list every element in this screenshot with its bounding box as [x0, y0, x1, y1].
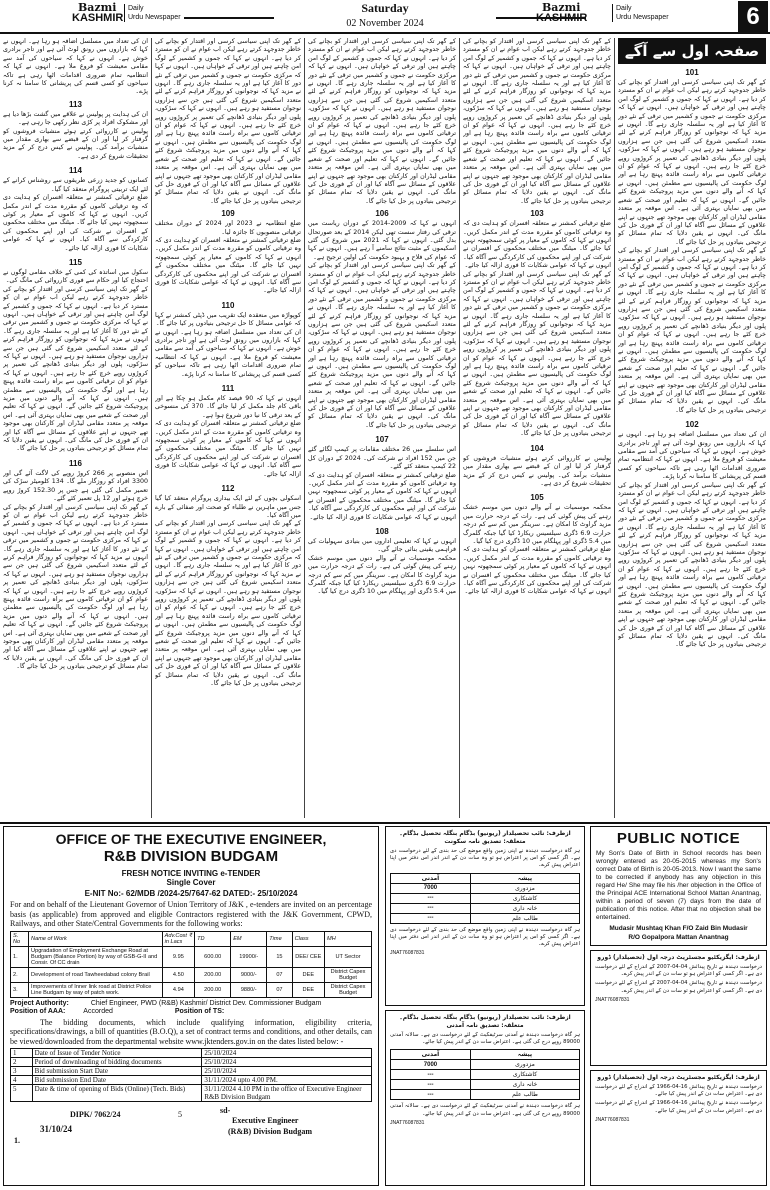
article-body-cont: ضلع ترقیاتی کمشنر نے متعلقہ افسران کو ہدایت دی کہ وہ ترقیاتی کاموں کو مقررہ مدت کے اندر مکمل کریں۔ انہوں نے کہا کہ کاموں کے معیار پر کوئی سمجھوتہ نہیں کیا جائے گا۔ میٹنگ میں مختلف محکموں کے افسران نے شرکت کی اور اپنے محکموں کی کارکردگی سے آگاہ کیا۔ انہوں نے کہا کہ عوامی شکایات کا فوری ازالہ کیا جائے۔ [155, 420, 301, 478]
notice-table-cell: خانہ داری [470, 903, 579, 913]
signature-sd: sd- [220, 1106, 231, 1115]
tender-division: R&B DIVISION BUDGAM [103, 848, 279, 865]
col-em: EM [231, 931, 267, 946]
work-time: 07 [267, 967, 292, 982]
article-body-cont: کے گھر تک اپنی سیاسی کرسی اور اقتدار کو بچانے کی خاطر جدوجہد کرتے رہے لیکن اب عوام نے ان کو مسترد کر دیا ہے۔ انہوں نے کہا کہ جموں و کشمیر کے لوگ امن چاہتے ہیں اور ترقی کے خواہاں ہیں۔ انہوں نے کہا کہ مرکزی حکومت نے جموں و کشمیر میں ترقی کے نئے دور کا آغاز کیا ہے اور یہ سلسلہ جاری رہے گا۔ انہوں نے مزید کہا کہ نوجوانوں کو روزگار فراہم کرنے کے لئے متعدد اسکیمیں شروع کی گئی ہیں جن سے ہزاروں نوجوان مستفید ہو رہے ہیں۔ انہوں نے کہا کہ سڑکوں، پلوں اور دیگر بنیادی ڈھانچے کی تعمیر پر کروڑوں روپے خرچ کئے جا رہے ہیں۔ انہوں نے کہا کہ عوام کو ان ترقیاتی کاموں سے براہ راست فائدہ پہنچ رہا ہے اور لوگ حکومت کی پالیسیوں سے مطمئن ہیں۔ انہوں نے کہا کہ آنے والے دنوں میں مزید پروجیکٹ شروع کئے جائیں گے۔ انہوں نے کہا کہ تعلیم اور صحت کے شعبے میں بھی نمایاں بہتری آئی ہے۔ اس موقعہ پر متعدد مقامی لیڈران اور کارکنان بھی موجود تھے جنہوں نے اپنے علاقوں کے مسائل سے آگاہ کیا اور ان کے فوری حل کی مانگ کی۔ انہوں نے یقین دلایا کہ تمام مسائل کو ترجیحی بنیادوں پر حل کیا جائے گا۔ [618, 247, 766, 414]
date-index: 1 [11, 1049, 33, 1058]
date-label: Bid submission End Date [32, 1076, 202, 1085]
notice-body-cont: درخواست دہندہ نے تاریخ پیدائش 04-04-2007 کے اندراج کے لئے درخواست دی ہے۔ اگر کسی کو اعتراض ہو تو سات دن کے اندر پیش کرے۔ [595, 980, 763, 994]
article-body-cont: پولیس نے کارروائی کرتے ہوئے منشیات فروشوں کو گرفتار کر لیا اور ان کے قبضے سے بھاری مقدار میں منشیات برآمد کی۔ پولیس نے کیس درج کر کے مزید تحقیقات شروع کر دی ہے۔ [3, 127, 148, 160]
dates-table-row [11, 1085, 372, 1102]
article-body: اس منصوبے پر 266 کروڑ روپے کی لاگت آئے گی اور 3300 افراد کو روزگار ملے گا۔ 134 کلومیٹر سڑک کی تعمیر مکمل کی گئی ہے جس پر 152.30 کروڑ روپے خرچ ہوئے اور 12 پل تعمیر کئے گئے۔ [3, 469, 148, 503]
ts-label: Position of TS: [174, 1007, 225, 1015]
column-divider [614, 38, 615, 818]
article-number: 106 [375, 209, 389, 219]
signature-division: (R&B) Division Budgam [228, 1127, 313, 1136]
work-mh: District Capex Budget [325, 982, 372, 997]
masthead-right-name2: KASHMIR [536, 12, 588, 24]
notice-body: درخواست دہندہ نے تاریخ پیدائش 04-04-2007 کے اندراج کے لئے درخواست دی ہے۔ اگر کسی کو اعتراض ہو تو سات دن کے اندر پیش کرے۔ [595, 964, 763, 978]
page-divider [0, 822, 770, 824]
urdu-right-notice-2 [590, 1070, 767, 1186]
work-td: 200.00 [195, 967, 231, 982]
date-index: 5 [11, 1085, 33, 1102]
tender-documents: The bidding documents, which include qualifying information, eligibility criteria, specifications/drawings, a bill of quantities (B.O.Q), a set of contract terms and conditions, and other details, can be viewed/downloaded from the departmental website www.jktenders.gov.in on the dates listed below: - [10, 1017, 372, 1046]
article-number: 110 [221, 300, 235, 310]
dates-table-row [11, 1058, 372, 1067]
masthead-day: Saturday [361, 1, 409, 15]
article-107 [308, 435, 456, 522]
notice-table-cell: --- [391, 893, 471, 903]
article-number: 101 [685, 68, 699, 77]
article-body: کے گھر تک اپنی سیاسی کرسی اور اقتدار کو بچانے کی خاطر جدوجہد کرتے رہے لیکن اب عوام نے ان کو مسترد کر دیا ہے۔ انہوں نے کہا کہ جموں و کشمیر کے لوگ امن چاہتے ہیں اور ترقی کے خواہاں ہیں۔ انہوں نے کہا کہ مرکزی حکومت نے جموں و کشمیر میں ترقی کے نئے دور کا آغاز کیا ہے اور یہ سلسلہ جاری رہے گا۔ انہوں نے مزید کہا کہ نوجوانوں کو روزگار فراہم کرنے کے لئے متعدد اسکیمیں شروع کی گئی ہیں جن سے ہزاروں نوجوان مستفید ہو رہے ہیں۔ انہوں نے کہا کہ سڑکوں، پلوں اور دیگر بنیادی ڈھانچے کی تعمیر پر کروڑوں روپے خرچ کئے جا رہے ہیں۔ انہوں نے کہا کہ عوام کو ان ترقیاتی کاموں سے براہ راست فائدہ پہنچ رہا ہے اور لوگ حکومت کی پالیسیوں سے مطمئن ہیں۔ انہوں نے کہا کہ آنے والے دنوں میں مزید پروجیکٹ شروع کئے جائیں گے۔ انہوں نے کہا کہ تعلیم اور صحت کے شعبے میں بھی نمایاں بہتری آئی ہے۔ اس موقعہ پر متعدد مقامی لیڈران اور کارکنان بھی موجود تھے جنہوں نے اپنے علاقوں کے مسائل سے آگاہ کیا اور ان کے فوری حل کی مانگ کی۔ انہوں نے یقین دلایا کہ تمام مسائل کو ترجیحی بنیادوں پر حل کیا جائے گا۔ [618, 79, 766, 246]
work-time: 15 [267, 946, 292, 967]
tender-dated: 31/10/24 [40, 1124, 73, 1134]
work-sno: 3. [11, 982, 29, 997]
tender-cover: Single Cover [166, 878, 216, 887]
masthead-right-sub2: Urdu Newspaper [616, 14, 669, 21]
tender-one: 1. [14, 1136, 20, 1145]
work-cost: 4.94 [162, 982, 194, 997]
public-notice [590, 826, 767, 946]
article-104 [463, 444, 611, 489]
article-body-cont: کے گھر تک اپنی سیاسی کرسی اور اقتدار کو بچانے کی خاطر جدوجہد کرتے رہے لیکن اب عوام نے ان کو مسترد کر دیا ہے۔ انہوں نے کہا کہ جموں و کشمیر کے لوگ امن چاہتے ہیں اور ترقی کے خواہاں ہیں۔ انہوں نے کہا کہ مرکزی حکومت نے جموں و کشمیر میں ترقی کے نئے دور کا آغاز کیا ہے اور یہ سلسلہ جاری رہے گا۔ انہوں نے مزید کہا کہ نوجوانوں کو روزگار فراہم کرنے کے لئے متعدد اسکیمیں شروع کی گئی ہیں جن سے ہزاروں نوجوان مستفید ہو رہے ہیں۔ انہوں نے کہا کہ سڑکوں، پلوں اور دیگر بنیادی ڈھانچے کی تعمیر پر کروڑوں روپے خرچ کئے جا رہے ہیں۔ انہوں نے کہا کہ عوام کو ان ترقیاتی کاموں سے براہ راست فائدہ پہنچ رہا ہے اور لوگ حکومت کی پالیسیوں سے مطمئن ہیں۔ انہوں نے کہا کہ آنے والے دنوں میں مزید پروجیکٹ شروع کئے جائیں گے۔ انہوں نے کہا کہ تعلیم اور صحت کے شعبے میں بھی نمایاں بہتری آئی ہے۔ اس موقعہ پر متعدد مقامی لیڈران اور کارکنان بھی موجود تھے جنہوں نے اپنے علاقوں کے مسائل سے آگاہ کیا اور ان کے فوری حل کی مانگ کی۔ انہوں نے یقین دلایا کہ تمام مسائل کو ترجیحی بنیادوں پر حل کیا جائے گا۔ [463, 270, 611, 438]
column-divider [459, 38, 460, 818]
work-name: Upgradation of Employment Exchange Road at Budgam (Balance Portion) by way of GSB-G-II and Consir. Of CC drain [29, 946, 163, 967]
article-number: 103 [530, 209, 544, 219]
notice-table-cell: 7000 [391, 1060, 471, 1070]
work-cost: 4.50 [162, 967, 194, 982]
article-body: پولیس نے کارروائی کرتے ہوئے منشیات فروشوں کو گرفتار کر لیا اور ان کے قبضے سے بھاری مقدار میں منشیات برآمد کی۔ پولیس نے کیس درج کر کے مزید تحقیقات شروع کر دی ہے۔ [463, 454, 611, 487]
work-td: 200.00 [195, 982, 231, 997]
article-body: ضلع انتظامیہ نے 2023 اور 2024 کے دوران مختلف ترقیاتی منصوبوں کا جائزہ لیا۔ [155, 220, 301, 236]
col-mh: MH [325, 931, 372, 946]
article-114 [3, 166, 148, 253]
notice-table-cell: --- [391, 1080, 471, 1090]
work-td: 600.00 [195, 946, 231, 967]
column-4 [155, 38, 301, 818]
notice-code: JNAT76087831 [390, 950, 425, 957]
col-class: Class [292, 931, 324, 946]
article-body-cont: ضلع ترقیاتی کمشنر نے متعلقہ افسران کو ہدایت دی کہ وہ ترقیاتی کاموں کو مقررہ مدت کے اندر مکمل کریں۔ انہوں نے کہا کہ کاموں کے معیار پر کوئی سمجھوتہ نہیں کیا جائے گا۔ میٹنگ میں مختلف محکموں کے افسران نے شرکت کی اور اپنے محکموں کی کارکردگی سے آگاہ کیا۔ انہوں نے کہا کہ عوامی شکایات کا فوری ازالہ کیا جائے۔ [155, 236, 301, 295]
tender-fresh: FRESH NOTICE INVITING e-TENDER [121, 869, 261, 878]
notice-body: ہر گاہ درخواست دہندہ نے اپنی زمین واقع موضع کی حد بندی کے لئے درخواست دی ہے۔ اگر کسی کو اس پر اعتراض ہو تو وہ سات دن کے اندر اندر اس دفتر میں اپنا اعتراض پیش کرے۔ [390, 848, 580, 869]
notice-table-cell: خانہ داری [470, 1080, 579, 1090]
masthead-left-sub2: Urdu Newspaper [128, 14, 181, 21]
tender-footer [10, 1106, 372, 1146]
article-102 [618, 420, 766, 650]
date-label: Bid submission Start Date [32, 1067, 202, 1076]
notice-table-cell: --- [391, 1090, 471, 1100]
article-body: اسکولی بچوں کے لئے ایک بیداری پروگرام منعقد کیا گیا جس میں ماہرین نے طلباء کو صحت اور صفائی کے بارے میں آگاہ کیا۔ [155, 495, 301, 519]
article-115 [3, 258, 148, 454]
column-2 [463, 38, 611, 818]
work-mh: UT Sector [325, 946, 372, 967]
notice-table-cell: مزدوری [470, 883, 579, 893]
article-body-cont: کے گھر تک اپنی سیاسی کرسی اور اقتدار کو بچانے کی خاطر جدوجہد کرتے رہے لیکن اب عوام نے ان کو مسترد کر دیا ہے۔ انہوں نے کہا کہ جموں و کشمیر کے لوگ امن چاہتے ہیں اور ترقی کے خواہاں ہیں۔ انہوں نے کہا کہ مرکزی حکومت نے جموں و کشمیر میں ترقی کے نئے دور کا آغاز کیا ہے اور یہ سلسلہ جاری رہے گا۔ انہوں نے مزید کہا کہ نوجوانوں کو روزگار فراہم کرنے کے لئے متعدد اسکیمیں شروع کی گئی ہیں جن سے ہزاروں نوجوان مستفید ہو رہے ہیں۔ انہوں نے کہا کہ سڑکوں، پلوں اور دیگر بنیادی ڈھانچے کی تعمیر پر کروڑوں روپے خرچ کئے جا رہے ہیں۔ انہوں نے کہا کہ عوام کو ان ترقیاتی کاموں سے براہ راست فائدہ پہنچ رہا ہے اور لوگ حکومت کی پالیسیوں سے مطمئن ہیں۔ انہوں نے کہا کہ آنے والے دنوں میں مزید پروجیکٹ شروع کئے جائیں گے۔ انہوں نے کہا کہ تعلیم اور صحت کے شعبے میں بھی نمایاں بہتری آئی ہے۔ اس موقعہ پر متعدد مقامی لیڈران اور کارکنان بھی موجود تھے جنہوں نے اپنے علاقوں کے مسائل سے آگاہ کیا اور ان کے فوری حل کی مانگ کی۔ انہوں نے یقین دلایا کہ تمام مسائل کو ترجیحی بنیادوں پر حل کیا جائے گا۔ [3, 285, 148, 453]
work-class: DEE [292, 967, 324, 982]
notice-code: JNAT76087831 [595, 996, 630, 1003]
urdu-right-notice-1 [590, 950, 767, 1066]
article-body-cont: ضلع ترقیاتی کمشنر نے متعلقہ افسران کو ہدایت دی کہ وہ ترقیاتی کاموں کو مقررہ مدت کے اندر مکمل کریں۔ انہوں نے کہا کہ کاموں کے معیار پر کوئی سمجھوتہ نہیں کیا جائے گا۔ میٹنگ میں مختلف محکموں کے افسران نے شرکت کی اور اپنے محکموں کی کارکردگی سے آگاہ کیا۔ انہوں نے کہا کہ عوامی شکایات کا فوری ازالہ کیا جائے۔ [308, 471, 456, 521]
article-number: 108 [375, 526, 389, 536]
notice-body-cont: ہر گاہ درخواست دہندہ نے آمدنی سرٹیفکیٹ کے لئے درخواست دی ہے۔ سالانہ آمدنی 89000 روپے درج کی گئی ہے۔ اعتراض سات دن کے اندر پیش کیا جائے۔ [390, 1103, 580, 1117]
notice-title: ازطرف: ایگزیکٹیو مجسٹریٹ درجہ اول (تحصیلدار) ڈورو [597, 1074, 760, 1081]
article-101 [618, 68, 766, 415]
notice-table-cell: طالب علم [470, 1090, 579, 1100]
dates-table-row [11, 1049, 372, 1058]
dates-table-row [11, 1076, 372, 1085]
article-number: 107 [375, 435, 389, 445]
article-number: 115 [69, 257, 82, 267]
work-name: Development of road Tawheedabad colony Brail [29, 967, 163, 982]
aaa-value: Accorded [83, 1007, 113, 1015]
masthead-left-name1: Bazmi [78, 1, 117, 14]
urdu-notice-1 [385, 826, 585, 1006]
article-number: 105 [530, 493, 544, 503]
works-table-row [11, 982, 372, 997]
date-index: 4 [11, 1076, 33, 1085]
article-111 [155, 384, 301, 479]
notice-table-cell: --- [391, 913, 471, 923]
article-body-cont: کے گھر تک اپنی سیاسی کرسی اور اقتدار کو بچانے کی خاطر جدوجہد کرتے رہے لیکن اب عوام نے ان کو مسترد کر دیا ہے۔ انہوں نے کہا کہ جموں و کشمیر کے لوگ امن چاہتے ہیں اور ترقی کے خواہاں ہیں۔ انہوں نے کہا کہ مرکزی حکومت نے جموں و کشمیر میں ترقی کے نئے دور کا آغاز کیا ہے اور یہ سلسلہ جاری رہے گا۔ انہوں نے مزید کہا کہ نوجوانوں کو روزگار فراہم کرنے کے لئے متعدد اسکیمیں شروع کی گئی ہیں جن سے ہزاروں نوجوان مستفید ہو رہے ہیں۔ انہوں نے کہا کہ سڑکوں، پلوں اور دیگر بنیادی ڈھانچے کی تعمیر پر کروڑوں روپے خرچ کئے جا رہے ہیں۔ انہوں نے کہا کہ عوام کو ان ترقیاتی کاموں سے براہ راست فائدہ پہنچ رہا ہے اور لوگ حکومت کی پالیسیوں سے مطمئن ہیں۔ انہوں نے کہا کہ آنے والے دنوں میں مزید پروجیکٹ شروع کئے جائیں گے۔ انہوں نے کہا کہ تعلیم اور صحت کے شعبے میں بھی نمایاں بہتری آئی ہے۔ اس موقعہ پر متعدد مقامی لیڈران اور کارکنان بھی موجود تھے جنہوں نے اپنے علاقوں کے مسائل سے آگاہ کیا اور ان کے فوری حل کی مانگ کی۔ انہوں نے یقین دلایا کہ تمام مسائل کو ترجیحی بنیادوں پر حل کیا جائے گا۔ [618, 481, 766, 649]
col-td: TD [195, 931, 231, 946]
tender-authority [10, 1000, 372, 1016]
date-value: 25/10/2024 [202, 1049, 372, 1058]
notice-table [390, 1049, 580, 1100]
notice-code: JNAT76087831 [390, 1119, 425, 1126]
column-divider [304, 38, 305, 818]
date-value: 25/10/2024 [202, 1067, 372, 1076]
notice-table-header: آمدنی [391, 873, 471, 883]
article-number: 109 [221, 209, 235, 219]
works-table-row [11, 967, 372, 982]
article-body-cont: ضلع ترقیاتی کمشنر نے متعلقہ افسران کو ہدایت دی کہ وہ ترقیاتی کاموں کو مقررہ مدت کے اندر مکمل کریں۔ انہوں نے کہا کہ کاموں کے معیار پر کوئی سمجھوتہ نہیں کیا جائے گا۔ میٹنگ میں مختلف محکموں کے افسران نے شرکت کی اور اپنے محکموں کی کارکردگی سے آگاہ کیا۔ انہوں نے کہا کہ عوامی شکایات کا فوری ازالہ کیا جائے۔ [3, 194, 148, 252]
article-number: 112 [221, 484, 235, 494]
work-em: 9880/- [231, 982, 267, 997]
public-notice-body: My Son's Date of Birth in School records has been wrongly entered as 20-05-2015 whereas my Son's correct Date of Birth is 20-05-2013. Now I want the same to be corrected if anybody has any objection in this regard He/ She may file his /her objection in the Office of the Principal ACE International School Mattan Anantnag, within a period of seven (7) days from the date of publication of this notice. After that no objection shall be entertained. [596, 850, 761, 921]
article-number: 113 [69, 99, 82, 109]
notice-code: JNAT76087831 [595, 1116, 630, 1123]
aaa-label: Position of AAA: [10, 1007, 66, 1015]
article-body: محکمہ موسمیات نے آنے والے دنوں میں موسم خشک رہنے کی پیش گوئی کی ہے۔ رات کے درجہ حرارت میں مزید گراوٹ کا امکان ہے۔ سرینگر میں کم سے کم درجہ حرارت 6.9 ڈگری سیلسیس ریکارڈ کیا گیا جبکہ گلمرگ میں 5.4 ڈگری اور پہلگام میں 10 ڈگری درج کیا گیا۔ [463, 504, 611, 545]
col-name: Name of Work [29, 931, 163, 946]
masthead-date: 02 November 2024 [346, 18, 424, 29]
article-number: 114 [69, 166, 82, 176]
article-105 [463, 493, 611, 596]
article-body-cont: کے گھر تک اپنی سیاسی کرسی اور اقتدار کو بچانے کی خاطر جدوجہد کرتے رہے لیکن اب عوام نے ان کو مسترد کر دیا ہے۔ انہوں نے کہا کہ جموں و کشمیر کے لوگ امن چاہتے ہیں اور ترقی کے خواہاں ہیں۔ انہوں نے کہا کہ مرکزی حکومت نے جموں و کشمیر میں ترقی کے نئے دور کا آغاز کیا ہے اور یہ سلسلہ جاری رہے گا۔ انہوں نے مزید کہا کہ نوجوانوں کو روزگار فراہم کرنے کے لئے متعدد اسکیمیں شروع کی گئی ہیں جن سے ہزاروں نوجوان مستفید ہو رہے ہیں۔ انہوں نے کہا کہ سڑکوں، پلوں اور دیگر بنیادی ڈھانچے کی تعمیر پر کروڑوں روپے خرچ کئے جا رہے ہیں۔ انہوں نے کہا کہ عوام کو ان ترقیاتی کاموں سے براہ راست فائدہ پہنچ رہا ہے اور لوگ حکومت کی پالیسیوں سے مطمئن ہیں۔ انہوں نے کہا کہ آنے والے دنوں میں مزید پروجیکٹ شروع کئے جائیں گے۔ انہوں نے کہا کہ تعلیم اور صحت کے شعبے میں بھی نمایاں بہتری آئی ہے۔ اس موقعہ پر متعدد مقامی لیڈران اور کارکنان بھی موجود تھے جنہوں نے اپنے علاقوں کے مسائل سے آگاہ کیا اور ان کے فوری حل کی مانگ کی۔ انہوں نے یقین دلایا کہ تمام مسائل کو ترجیحی بنیادوں پر حل کیا جائے گا۔ [155, 520, 301, 688]
article-body: انہوں نے کہا کہ 90 فیصد کام مکمل ہو چکا ہے اور باقی کام جلد مکمل کر لیا جائے گا۔ 370 کی منسوخی کے بعد ترقی کا نیا دور شروع ہوا ہے۔ [155, 395, 301, 419]
work-sno: 2. [11, 967, 29, 982]
article-109 [155, 209, 301, 296]
article-110 [155, 301, 301, 379]
article-number: 111 [221, 384, 235, 394]
masthead-right-sub [612, 4, 669, 22]
work-em: 9000/- [231, 967, 267, 982]
article-number: 116 [69, 458, 82, 468]
column-5 [3, 38, 148, 818]
article-body-cont: کے گھر تک اپنی سیاسی کرسی اور اقتدار کو بچانے کی خاطر جدوجہد کرتے رہے لیکن اب عوام نے ان کو مسترد کر دیا ہے۔ انہوں نے کہا کہ جموں و کشمیر کے لوگ امن چاہتے ہیں اور ترقی کے خواہاں ہیں۔ انہوں نے کہا کہ مرکزی حکومت نے جموں و کشمیر میں ترقی کے نئے دور کا آغاز کیا ہے اور یہ سلسلہ جاری رہے گا۔ انہوں نے مزید کہا کہ نوجوانوں کو روزگار فراہم کرنے کے لئے متعدد اسکیمیں شروع کی گئی ہیں جن سے ہزاروں نوجوان مستفید ہو رہے ہیں۔ انہوں نے کہا کہ سڑکوں، پلوں اور دیگر بنیادی ڈھانچے کی تعمیر پر کروڑوں روپے خرچ کئے جا رہے ہیں۔ انہوں نے کہا کہ عوام کو ان ترقیاتی کاموں سے براہ راست فائدہ پہنچ رہا ہے اور لوگ حکومت کی پالیسیوں سے مطمئن ہیں۔ انہوں نے کہا کہ آنے والے دنوں میں مزید پروجیکٹ شروع کئے جائیں گے۔ انہوں نے کہا کہ تعلیم اور صحت کے شعبے میں بھی نمایاں بہتری آئی ہے۔ اس موقعہ پر متعدد مقامی لیڈران اور کارکنان بھی موجود تھے جنہوں نے اپنے علاقوں کے مسائل سے آگاہ کیا اور ان کے فوری حل کی مانگ کی۔ انہوں نے یقین دلایا کہ تمام مسائل کو ترجیحی بنیادوں پر حل کیا جائے گا۔ [3, 503, 148, 671]
tender-notice [3, 826, 379, 1186]
notice-body: ہر گاہ درخواست دہندہ نے آمدنی سرٹیفکیٹ کے لئے درخواست دی ہے۔ سالانہ آمدنی 89000 روپے درج کی گئی ہے۔ اعتراض سات دن کے اندر پیش کیا جائے۔ [390, 1032, 580, 1046]
urdu-notice-2 [385, 1010, 585, 1186]
date-value: 31/11/2024 upto 4.00 PM. [202, 1076, 372, 1085]
notice-table-cell: کاشتکاری [470, 893, 579, 903]
article-body: کوپواڑہ میں منعقدہ ایک تقریب میں ڈپٹی کمشنر نے کہا کہ عوامی مسائل کا حل ترجیحی بنیادوں پر کیا جائے گا۔ [155, 311, 301, 328]
column-1 [618, 38, 766, 818]
article-number: 104 [530, 443, 544, 453]
masthead-right-name1: Bazmi [542, 1, 581, 14]
article-103 [463, 209, 611, 439]
masthead-left-sub [124, 4, 181, 22]
dates-table [10, 1048, 372, 1102]
signature-engineer: Executive Engineer [232, 1116, 299, 1125]
article-106 [308, 209, 456, 430]
masthead-right-sub1: Daily [616, 5, 632, 12]
masthead [0, 0, 770, 34]
work-class: DEE/ CEE [292, 946, 324, 967]
article-body-cont: محکمہ موسمیات نے آنے والے دنوں میں موسم خشک رہنے کی پیش گوئی کی ہے۔ رات کے درجہ حرارت میں مزید گراوٹ کا امکان ہے۔ سرینگر میں کم سے کم درجہ حرارت 6.9 ڈگری سیلسیس ریکارڈ کیا گیا جبکہ گلمرگ میں 5.4 ڈگری اور پہلگام میں 10 ڈگری درج کیا گیا۔ [308, 554, 456, 596]
work-cost: 9.95 [162, 946, 194, 967]
works-table-row [11, 946, 372, 967]
work-sno: 1. [11, 946, 29, 967]
public-notice-sig2: R/O Gopalpora Mattan Anantnag [628, 933, 729, 941]
work-time: 07 [267, 982, 292, 997]
date-value: 31/11/2024 4.10 PM in the office of Executive Engineer R&B Division Budgam [202, 1085, 372, 1102]
article-body: کسانوں کو جدید زرعی طریقوں سے روشناس کرانے کے لئے ایک تربیتی پروگرام منعقد کیا گیا۔ [3, 177, 148, 193]
work-mh: District Capex Budget [325, 967, 372, 982]
tender-intro: For and on behalf of the Lieutenant Governor of Union Territory of J&K , e-tenders are invited on an percentage basis (as applicable) from approved and eligible Contractors registered with the J&K Government, CPWD, Railways, and other State/Central Governments for the following works: [10, 900, 372, 928]
masthead-left-name2: KASHMIR [72, 12, 124, 24]
notice-table-header: پیشہ [470, 873, 579, 883]
date-value: 25/10/2024 [202, 1058, 372, 1067]
date-label: Period of downloading of bidding documents [32, 1058, 202, 1067]
col-sno: S. No [11, 931, 29, 946]
date-index: 3 [11, 1067, 33, 1076]
works-table-header [11, 931, 372, 946]
notice-table-cell: 7000 [391, 883, 471, 893]
masthead-right-logo [536, 2, 587, 24]
article-continuation: کے گھر تک اپنی سیاسی کرسی اور اقتدار کو بچانے کی خاطر جدوجہد کرتے رہے لیکن اب عوام نے ان کو مسترد کر دیا ہے۔ انہوں نے کہا کہ جموں و کشمیر کے لوگ امن چاہتے ہیں اور ترقی کے خواہاں ہیں۔ انہوں نے کہا کہ مرکزی حکومت نے جموں و کشمیر میں ترقی کے نئے دور کا آغاز کیا ہے اور یہ سلسلہ جاری رہے گا۔ انہوں نے مزید کہا کہ نوجوانوں کو روزگار فراہم کرنے کے لئے متعدد اسکیمیں شروع کی گئی ہیں جن سے ہزاروں نوجوان مستفید ہو رہے ہیں۔ انہوں نے کہا کہ سڑکوں، پلوں اور دیگر بنیادی ڈھانچے کی تعمیر پر کروڑوں روپے خرچ کئے جا رہے ہیں۔ انہوں نے کہا کہ عوام کو ان ترقیاتی کاموں سے براہ راست فائدہ پہنچ رہا ہے اور لوگ حکومت کی پالیسیوں سے مطمئن ہیں۔ انہوں نے کہا کہ آنے والے دنوں میں مزید پروجیکٹ شروع کئے جائیں گے۔ انہوں نے کہا کہ تعلیم اور صحت کے شعبے میں بھی نمایاں بہتری آئی ہے۔ اس موقعہ پر متعدد مقامی لیڈران اور کارکنان بھی موجود تھے جنہوں نے اپنے علاقوں کے مسائل سے آگاہ کیا اور ان کے فوری حل کی مانگ کی۔ انہوں نے یقین دلایا کہ تمام مسائل کو ترجیحی بنیادوں پر حل کیا جائے گا۔ [308, 38, 456, 205]
public-notice-signature [596, 925, 761, 942]
masthead-dateline [260, 1, 510, 29]
notice-table-header: آمدنی [391, 1050, 471, 1060]
article-112 [155, 484, 301, 688]
date-label: Date & time of opening of Bids (Online) (Tech. Bids) [32, 1085, 202, 1102]
article-body: انہوں نے کہا کہ تعلیمی اداروں میں بنیادی سہولیات کی فراہمی یقینی بنائی جائے گی۔ [308, 537, 456, 554]
article-number: 102 [685, 420, 699, 430]
col-cost: Adv.Cost ₹ in Lacs [162, 931, 194, 946]
work-em: 19900/- [231, 946, 267, 967]
notice-title: ازطرف: نائب تحصیلدار (ریونیو) بڈگام بنگلہ تحصیل بڈگام۔ متعلقہ: تصدیق نامہ آمدنی [399, 1014, 571, 1029]
dipk-number: DIPK/ 7062/24 [70, 1110, 121, 1119]
article-113 [3, 100, 148, 161]
dates-table-row [11, 1067, 372, 1076]
masthead-left-logo [72, 2, 123, 24]
article-body: انہوں نے کہا کہ 2009-2014 کے دوران ریاست میں ترقی کی رفتار سست تھی لیکن 2014 کے بعد صورتحال بدل گئی۔ انہوں نے کہا کہ 2021 میں شروع کی گئی اسکیموں کے مثبت نتائج سامنے آ رہے ہیں۔ انہوں نے کہا کہ عوام کی فلاح و بہبود حکومت کی اولین ترجیح ہے۔ [308, 220, 456, 261]
tender-nit: E-NIT No:- 62/MDB /2024-25/7647-62 DATED:- 25/10/2024 [84, 889, 298, 898]
col-time: Time [267, 931, 292, 946]
notice-table-header: پیشہ [470, 1050, 579, 1060]
article-body: سکول میں اساتذہ کی کمی کے خلاف مقامی لوگوں نے احتجاج کیا اور حکام سے فوری کارروائی کی مانگ کی۔ [3, 268, 148, 285]
public-notice-title: PUBLIC NOTICE [616, 830, 741, 847]
article-body-cont: ضلع ترقیاتی کمشنر نے متعلقہ افسران کو ہدایت دی کہ وہ ترقیاتی کاموں کو مقررہ مدت کے اندر مکمل کریں۔ انہوں نے کہا کہ کاموں کے معیار پر کوئی سمجھوتہ نہیں کیا جائے گا۔ میٹنگ میں مختلف محکموں کے افسران نے شرکت کی اور اپنے محکموں کی کارکردگی سے آگاہ کیا۔ انہوں نے کہا کہ عوامی شکایات کا فوری ازالہ کیا جائے۔ [463, 546, 611, 596]
authority-label: Project Authority: [10, 999, 69, 1007]
article-body-cont: کے گھر تک اپنی سیاسی کرسی اور اقتدار کو بچانے کی خاطر جدوجہد کرتے رہے لیکن اب عوام نے ان کو مسترد کر دیا ہے۔ انہوں نے کہا کہ جموں و کشمیر کے لوگ امن چاہتے ہیں اور ترقی کے خواہاں ہیں۔ انہوں نے کہا کہ مرکزی حکومت نے جموں و کشمیر میں ترقی کے نئے دور کا آغاز کیا ہے اور یہ سلسلہ جاری رہے گا۔ انہوں نے مزید کہا کہ نوجوانوں کو روزگار فراہم کرنے کے لئے متعدد اسکیمیں شروع کی گئی ہیں جن سے ہزاروں نوجوان مستفید ہو رہے ہیں۔ انہوں نے کہا کہ سڑکوں، پلوں اور دیگر بنیادی ڈھانچے کی تعمیر پر کروڑوں روپے خرچ کئے جا رہے ہیں۔ انہوں نے کہا کہ عوام کو ان ترقیاتی کاموں سے براہ راست فائدہ پہنچ رہا ہے اور لوگ حکومت کی پالیسیوں سے مطمئن ہیں۔ انہوں نے کہا کہ آنے والے دنوں میں مزید پروجیکٹ شروع کئے جائیں گے۔ انہوں نے کہا کہ تعلیم اور صحت کے شعبے میں بھی نمایاں بہتری آئی ہے۔ اس موقعہ پر متعدد مقامی لیڈران اور کارکنان بھی موجود تھے جنہوں نے اپنے علاقوں کے مسائل سے آگاہ کیا اور ان کے فوری حل کی مانگ کی۔ انہوں نے یقین دلایا کہ تمام مسائل کو ترجیحی بنیادوں پر حل کیا جائے گا۔ [308, 262, 456, 429]
date-label: Date of Issue of Tender Notice [32, 1049, 202, 1058]
notice-title: ازطرف: نائب تحصیلدار (ریونیو) بڈگام بنگلہ تحصیل بڈگام۔ متعلقہ: تصدیق نامہ سکونت [399, 830, 571, 845]
notice-table-cell: کاشتکاری [470, 1070, 579, 1080]
notice-table [390, 873, 580, 924]
public-notice-sig1: Mudasir Mushtaq Khan F/O Zaid Bin Mudasir [609, 925, 748, 932]
notice-body-cont: درخواست دہندہ نے تاریخ پیدائش 16-04-1966 کے اندراج کے لئے درخواست دی ہے۔ اعتراض سات دن کے اندر پیش کیا جائے۔ [595, 1100, 763, 1114]
article-body-cont: ان کی تعداد میں مسلسل اضافہ ہو رہا ہے۔ انہوں نے کہا کہ بازاروں میں رونق لوٹ آئی ہے اور تاجر برادری خوش ہے۔ انہوں نے کہا کہ سیاحوں کی آمد سے مقامی معیشت کو فروغ ملا ہے۔ انہوں نے کہا کہ انتظامیہ تمام ضروری اقدامات اٹھا رہی ہے تاکہ سیاحوں کو کسی قسم کی پریشانی کا سامنا نہ کرنا پڑے۔ [155, 328, 301, 378]
notice-table-cell: --- [391, 903, 471, 913]
masthead-left-sub1: Daily [128, 5, 144, 12]
article-continuation: ان کی تعداد میں مسلسل اضافہ ہو رہا ہے۔ انہوں نے کہا کہ بازاروں میں رونق لوٹ آئی ہے اور تاجر برادری خوش ہے۔ انہوں نے کہا کہ سیاحوں کی آمد سے مقامی معیشت کو فروغ ملا ہے۔ انہوں نے کہا کہ انتظامیہ تمام ضروری اقدامات اٹھا رہی ہے تاکہ سیاحوں کو کسی قسم کی پریشانی کا سامنا نہ کرنا پڑے۔ [3, 38, 148, 96]
notice-title: ازطرف: ایگزیکٹیو مجسٹریٹ درجہ اول (تحصیلدار) ڈورو [597, 954, 760, 961]
authority-value: Chief Engineer, PWD (R&B) Kashmir/ District Dev. Commissioner Budgam [90, 999, 322, 1007]
tender-office: OFFICE OF THE EXECUTIVE ENGINEER, [55, 831, 327, 847]
notice-table-cell: مزدوری [470, 1060, 579, 1070]
article-108 [308, 527, 456, 597]
article-continuation: کے گھر تک اپنی سیاسی کرسی اور اقتدار کو بچانے کی خاطر جدوجہد کرتے رہے لیکن اب عوام نے ان کو مسترد کر دیا ہے۔ انہوں نے کہا کہ جموں و کشمیر کے لوگ امن چاہتے ہیں اور ترقی کے خواہاں ہیں۔ انہوں نے کہا کہ مرکزی حکومت نے جموں و کشمیر میں ترقی کے نئے دور کا آغاز کیا ہے اور یہ سلسلہ جاری رہے گا۔ انہوں نے مزید کہا کہ نوجوانوں کو روزگار فراہم کرنے کے لئے متعدد اسکیمیں شروع کی گئی ہیں جن سے ہزاروں نوجوان مستفید ہو رہے ہیں۔ انہوں نے کہا کہ سڑکوں، پلوں اور دیگر بنیادی ڈھانچے کی تعمیر پر کروڑوں روپے خرچ کئے جا رہے ہیں۔ انہوں نے کہا کہ عوام کو ان ترقیاتی کاموں سے براہ راست فائدہ پہنچ رہا ہے اور لوگ حکومت کی پالیسیوں سے مطمئن ہیں۔ انہوں نے کہا کہ آنے والے دنوں میں مزید پروجیکٹ شروع کئے جائیں گے۔ انہوں نے کہا کہ تعلیم اور صحت کے شعبے میں بھی نمایاں بہتری آئی ہے۔ اس موقعہ پر متعدد مقامی لیڈران اور کارکنان بھی موجود تھے جنہوں نے اپنے علاقوں کے مسائل سے آگاہ کیا اور ان کے فوری حل کی مانگ کی۔ انہوں نے یقین دلایا کہ تمام مسائل کو ترجیحی بنیادوں پر حل کیا جائے گا۔ [463, 38, 611, 205]
work-class: DEE [292, 982, 324, 997]
page-number: 6 [738, 1, 768, 33]
date-index: 2 [11, 1058, 33, 1067]
works-table [10, 931, 372, 998]
notice-table-cell: طالب علم [470, 913, 579, 923]
article-116 [3, 459, 148, 672]
section-banner: صفحہ اول سے آگے [618, 38, 766, 64]
notice-body: درخواست دہندہ نے تاریخ پیدائش 16-04-1966 کے اندراج کے لئے درخواست دی ہے۔ اعتراض سات دن کے اندر پیش کیا جائے۔ [595, 1084, 763, 1098]
notice-table-cell: --- [391, 1070, 471, 1080]
article-body: ان کی تعداد میں مسلسل اضافہ ہو رہا ہے۔ انہوں نے کہا کہ بازاروں میں رونق لوٹ آئی ہے اور تاجر برادری خوش ہے۔ انہوں نے کہا کہ سیاحوں کی آمد سے مقامی معیشت کو فروغ ملا ہے۔ انہوں نے کہا کہ انتظامیہ تمام ضروری اقدامات اٹھا رہی ہے تاکہ سیاحوں کو کسی قسم کی پریشانی کا سامنا نہ کرنا پڑے۔ [618, 431, 766, 481]
column-divider [151, 38, 152, 818]
article-body: ضلع ترقیاتی کمشنر نے متعلقہ افسران کو ہدایت دی کہ وہ ترقیاتی کاموں کو مقررہ مدت کے اندر مکمل کریں۔ انہوں نے کہا کہ کاموں کے معیار پر کوئی سمجھوتہ نہیں کیا جائے گا۔ میٹنگ میں مختلف محکموں کے افسران نے شرکت کی اور اپنے محکموں کی کارکردگی سے آگاہ کیا۔ انہوں نے کہا کہ عوامی شکایات کا فوری ازالہ کیا جائے۔ [463, 220, 611, 270]
article-body: ان کی ہدایت پر پولیس نے علاقے میں گشت بڑھا دیا ہے اور مشکوک افراد پر کڑی نظر رکھی جا رہی ہے۔ [3, 110, 148, 127]
article-body: اس سلسلے میں 26 مختلف مقامات پر کیمپ لگائے گئے جن میں 152 افراد نے شرکت کی۔ 2024 کے دوران کل 22 کیمپ منعقد کئے گئے۔ [308, 446, 456, 471]
column-3 [308, 38, 456, 818]
tender-five: 5 [178, 1110, 182, 1119]
work-name: Improvements of Inner link road at District Police Line Budgam by way of patch work. [29, 982, 163, 997]
article-continuation: کے گھر تک اپنی سیاسی کرسی اور اقتدار کو بچانے کی خاطر جدوجہد کرتے رہے لیکن اب عوام نے ان کو مسترد کر دیا ہے۔ انہوں نے کہا کہ جموں و کشمیر کے لوگ امن چاہتے ہیں اور ترقی کے خواہاں ہیں۔ انہوں نے کہا کہ مرکزی حکومت نے جموں و کشمیر میں ترقی کے نئے دور کا آغاز کیا ہے اور یہ سلسلہ جاری رہے گا۔ انہوں نے مزید کہا کہ نوجوانوں کو روزگار فراہم کرنے کے لئے متعدد اسکیمیں شروع کی گئی ہیں جن سے ہزاروں نوجوان مستفید ہو رہے ہیں۔ انہوں نے کہا کہ سڑکوں، پلوں اور دیگر بنیادی ڈھانچے کی تعمیر پر کروڑوں روپے خرچ کئے جا رہے ہیں۔ انہوں نے کہا کہ عوام کو ان ترقیاتی کاموں سے براہ راست فائدہ پہنچ رہا ہے اور لوگ حکومت کی پالیسیوں سے مطمئن ہیں۔ انہوں نے کہا کہ آنے والے دنوں میں مزید پروجیکٹ شروع کئے جائیں گے۔ انہوں نے کہا کہ تعلیم اور صحت کے شعبے میں بھی نمایاں بہتری آئی ہے۔ اس موقعہ پر متعدد مقامی لیڈران اور کارکنان بھی موجود تھے جنہوں نے اپنے علاقوں کے مسائل سے آگاہ کیا اور ان کے فوری حل کی مانگ کی۔ انہوں نے یقین دلایا کہ تمام مسائل کو ترجیحی بنیادوں پر حل کیا جائے گا۔ [155, 38, 301, 205]
notice-body-cont: ہر گاہ درخواست دہندہ نے اپنی زمین واقع موضع کی حد بندی کے لئے درخواست دی ہے۔ اگر کسی کو اس پر اعتراض ہو تو وہ سات دن کے اندر اندر اس دفتر میں اپنا اعتراض پیش کرے۔ [390, 926, 580, 948]
